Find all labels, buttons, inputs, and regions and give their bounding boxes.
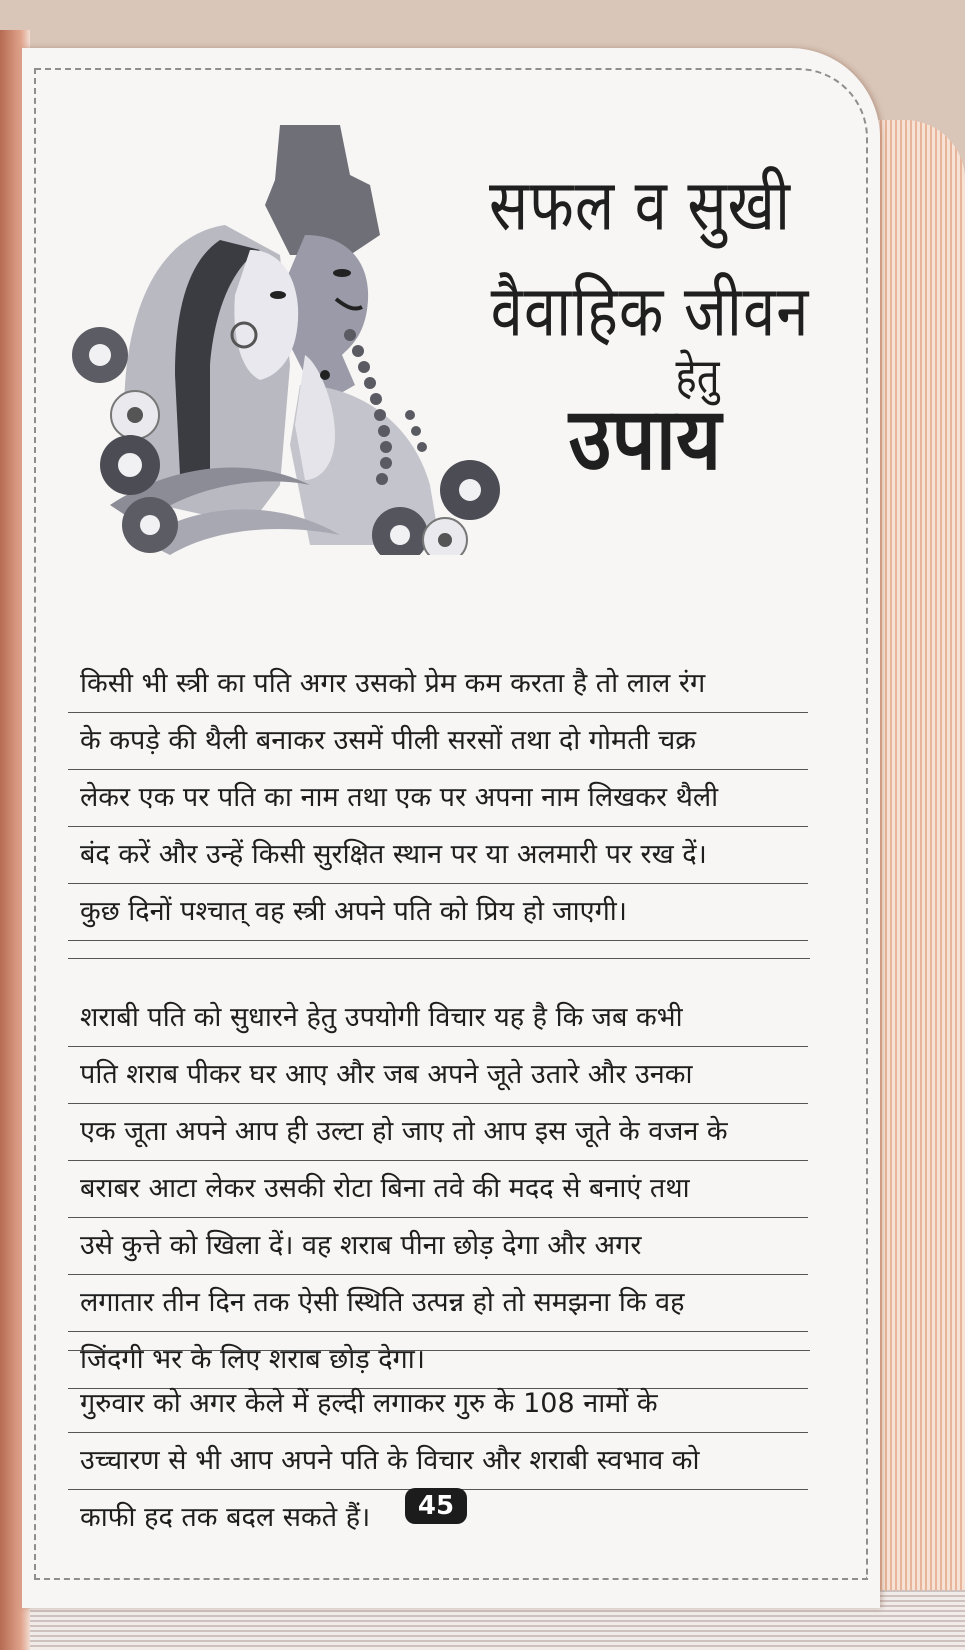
text-line: गुरुवार को अगर केले में हल्दी लगाकर गुरु के 108 नामों के [68, 1376, 808, 1433]
text-line: एक जूता अपने आप ही उल्टा हो जाए तो आप इस जूते के वजन के [68, 1104, 808, 1161]
text-line: जिंदगी भर के लिए शराब छोड़ देगा। [68, 1332, 808, 1389]
couple-illustration [50, 85, 500, 555]
paragraph-1 [68, 656, 808, 941]
text-line: काफी हद तक बदल सकते हैं। [80, 1502, 371, 1533]
paragraph-separator [68, 1350, 810, 1351]
text-line: पति शराब पीकर घर आए और जब अपने जूते उतारे और उनका [68, 1047, 808, 1104]
text-line: किसी भी स्त्री का पति अगर उसको प्रेम कम करता है तो लाल रंग [68, 656, 808, 713]
text-line: कुछ दिनों पश्चात् वह स्त्री अपने पति को प्रिय हो जाएगी। [68, 884, 808, 941]
title-line-4: उपाय [568, 390, 722, 490]
title-line-3: हेतु [675, 349, 720, 405]
page-number: 45 [405, 1488, 467, 1524]
text-line: बंद करें और उन्हें किसी सुरक्षित स्थान पर या अलमारी पर रख दें। [68, 827, 808, 884]
title-line-2: वैवाहिक जीवन [490, 269, 810, 353]
text-line: उसे कुत्ते को खिला दें। वह शराब पीना छोड़ देगा और अगर [68, 1218, 808, 1275]
paragraph-2 [68, 990, 808, 1389]
text-line: लेकर एक पर पति का नाम तथा एक पर अपना नाम लिखकर थैली [68, 770, 808, 827]
title-line-1: सफल व सुखी [488, 163, 792, 247]
text-line: बराबर आटा लेकर उसकी रोटा बिना तवे की मदद से बनाएं तथा [68, 1161, 808, 1218]
text-line: लगातार तीन दिन तक ऐसी स्थिति उत्पन्न हो तो समझना कि वह [68, 1275, 808, 1332]
chapter-title [460, 163, 840, 490]
paragraph-separator [68, 958, 810, 959]
text-line: के कपड़े की थैली बनाकर उसमें पीली सरसों तथा दो गोमती चक्र [68, 713, 808, 770]
text-line: उच्चारण से भी आप अपने पति के विचार और शराबी स्वभाव को [68, 1433, 808, 1490]
text-line: शराबी पति को सुधारने हेतु उपयोगी विचार यह है कि जब कभी [68, 990, 808, 1047]
